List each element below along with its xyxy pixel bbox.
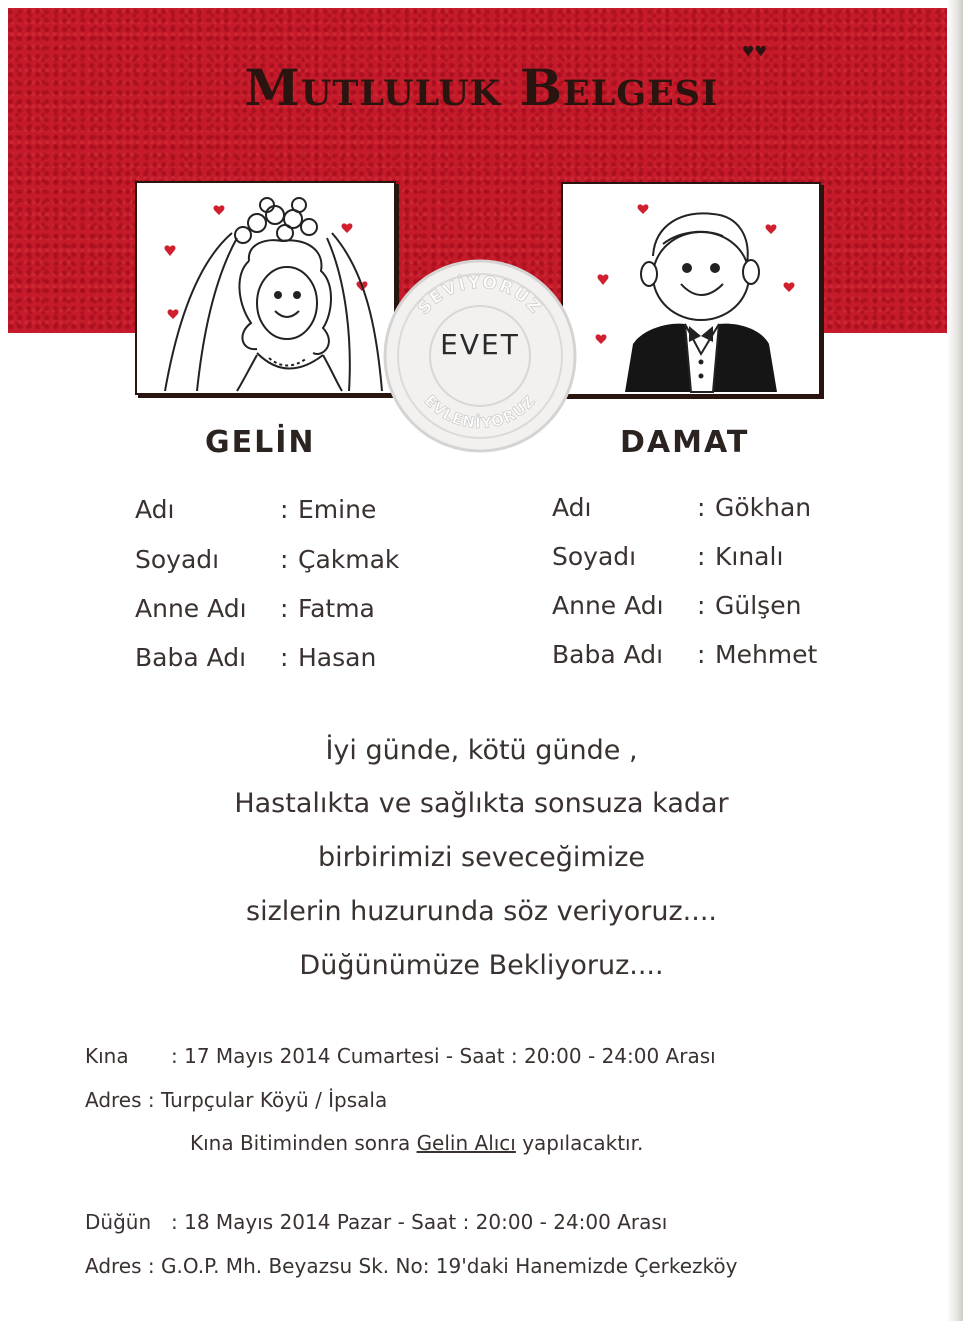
stamp-ring-bottom: EVLENİYORUZ <box>420 391 540 433</box>
bride-field-surname: Soyadı : Çakmak <box>135 545 400 574</box>
stamp-ring-top: SEVİYORUZ <box>413 272 546 319</box>
groom-field-surname: Soyadı : Kınalı <box>552 542 784 571</box>
vow-line-5: Düğünümüze Bekliyoruz.... <box>299 950 664 981</box>
bride-field-father: Baba Adı : Hasan <box>135 643 377 672</box>
dugun-address-line: Adres : G.O.P. Mh. Beyazsu Sk. No: 19'daki Hanemizde Çerkezköy <box>85 1254 738 1278</box>
bride-field-mother: Anne Adı : Fatma <box>135 594 375 623</box>
bride-field-name: Adı : Emine <box>135 495 377 524</box>
kina-note-line: Kına Bitiminden sonra Gelin Alıcı yapılacaktır. <box>190 1131 644 1155</box>
vow-line-3: birbirimizi seveceğimize <box>318 842 645 873</box>
groom-field-name: Adı : Gökhan <box>552 493 812 522</box>
kina-date-line: Kına : 17 Mayıs 2014 Cumartesi - Saat : 20:00 - 24:00 Arası <box>85 1044 716 1068</box>
groom-field-mother: Anne Adı : Gülşen <box>552 591 802 620</box>
vow-line-1: İyi günde, kötü günde , <box>325 735 638 766</box>
scan-edge <box>947 0 963 1321</box>
groom-illustration <box>561 182 821 396</box>
page-title: Mutluluk Belgesi <box>244 58 719 117</box>
groom-drawing <box>563 184 819 394</box>
vow-line-2: Hastalıkta ve sağlıkta sonsuza kadar <box>234 788 729 819</box>
kina-address-line: Adres : Turpçular Köyü / İpsala <box>85 1088 388 1112</box>
bride-illustration <box>135 181 396 395</box>
vow-line-4: sizlerin huzurunda söz veriyoruz.... <box>246 896 717 927</box>
title-hearts-icon: ♥♥ <box>742 44 768 60</box>
bride-drawing <box>137 183 394 393</box>
dugun-date-line: Düğün : 18 Mayıs 2014 Pazar - Saat : 20:00 - 24:00 Arası <box>85 1210 668 1234</box>
stamp-center-word: EVET <box>440 328 520 361</box>
groom-role-heading: DAMAT <box>620 425 750 460</box>
groom-field-father: Baba Adı : Mehmet <box>552 640 818 669</box>
bride-role-heading: GELİN <box>205 425 316 460</box>
